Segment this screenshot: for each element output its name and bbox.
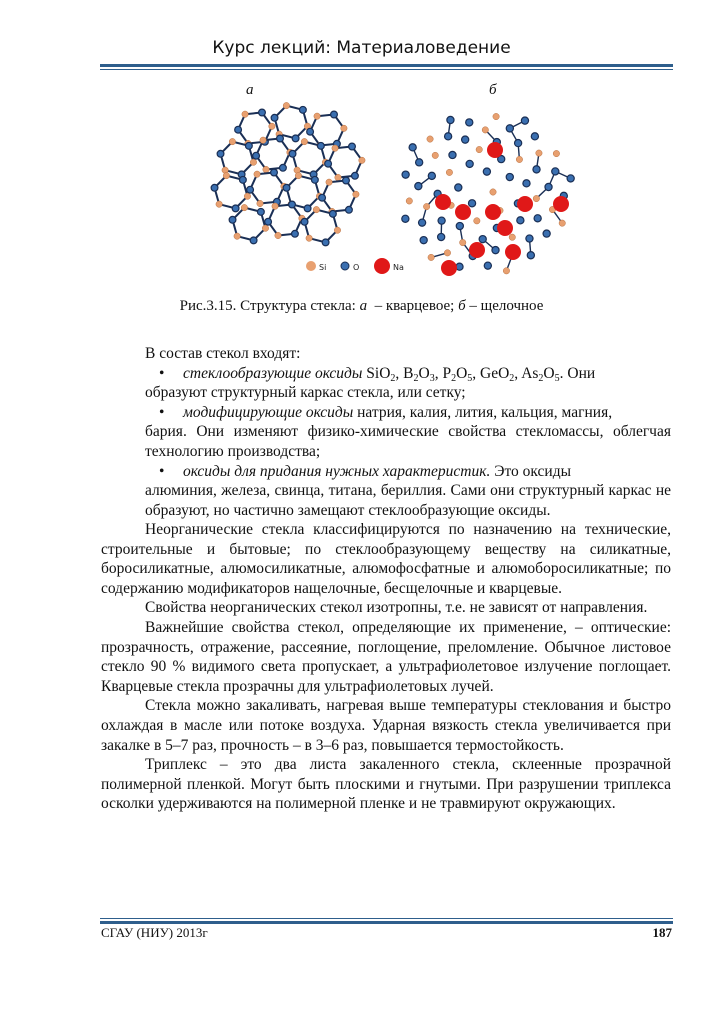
bullet1-continuation: образуют структурный каркас стекла, или сетку; [145, 384, 466, 402]
bullet2-rest: натрия, калия, лития, кальция, магния, [357, 403, 613, 421]
composition-section [101, 344, 671, 520]
si-atom [446, 169, 452, 175]
o-atom [257, 208, 264, 215]
o-atom [455, 184, 462, 191]
o-atom [349, 143, 356, 150]
si-atom [427, 136, 433, 142]
si-atom [432, 152, 438, 158]
o-atom [329, 210, 336, 217]
o-atom [301, 218, 308, 225]
o-atom [259, 109, 266, 116]
o-atom [506, 173, 513, 180]
o-atom [283, 184, 290, 191]
si-atom [533, 195, 539, 201]
o-atom [526, 235, 533, 242]
o-atom [271, 114, 278, 121]
o-atom [466, 119, 473, 126]
o-atom [534, 215, 541, 222]
bullet3-continuation: алюминия, железа, свинца, титана, бериллия. Сами они структурный каркас не образуют, но частично замещают стеклообразующие оксиды. [145, 482, 671, 519]
si-atom [476, 146, 482, 152]
o-atom [438, 217, 445, 224]
si-atom [229, 138, 235, 144]
legend-o-label: O [353, 263, 360, 272]
o-atom [307, 128, 314, 135]
o-atom [292, 135, 299, 142]
si-atom [283, 102, 289, 108]
legend [306, 258, 404, 274]
intro-line: В состав стекол входят: [145, 345, 301, 362]
o-atom [229, 216, 236, 223]
caption-a: а [359, 298, 368, 314]
o-atom [402, 215, 409, 222]
si-atom [359, 157, 365, 163]
si-atom [242, 111, 248, 117]
bullet-dot: • [159, 403, 165, 421]
o-atom [217, 150, 224, 157]
o-atom [521, 117, 528, 124]
paragraph-classification: Неорганические стекла классифицируются по назначению на технические, строительные и бытовые; по стеклообразующему веществу на силикатные, боросиликатные, алюмосиликатные, алюмофосфатные и алюмоборосиликатные; по содержанию модификаторов нащелочные, бесщелочные и кварцевые. [101, 521, 671, 597]
o-atom [515, 139, 522, 146]
si-atom [250, 159, 256, 165]
glass-structure-figure [195, 100, 595, 290]
si-atom [257, 200, 263, 206]
o-atom [331, 111, 338, 118]
si-atom [490, 189, 496, 195]
o-atom [506, 125, 513, 132]
si-atom [460, 239, 466, 245]
paragraph-tempering: Стекла можно закаливать, нагревая выше температуры стеклования и быстро охлаждая в масле или потоке воздуха. Ударная вязкость стекла увеличивается при закалке в 5–7 раз, прочность – в 3–6 раз, повышается термостойкость. [101, 697, 671, 754]
na-ion [485, 204, 501, 220]
o-atom [428, 172, 435, 179]
o-atom [292, 230, 299, 237]
caption-b: б [458, 298, 466, 314]
o-atom [523, 180, 530, 187]
si-atom [334, 227, 340, 233]
figure-label-b: б [489, 82, 497, 98]
o-atom [232, 205, 239, 212]
o-atom [319, 194, 326, 201]
si-atom [314, 113, 320, 119]
o-atom [346, 206, 353, 213]
bullet1-rest: Они [567, 364, 596, 382]
bullet2-term: модифицирующие оксиды [183, 403, 354, 421]
o-atom [277, 135, 284, 142]
si-atom [262, 225, 268, 231]
paragraph-isotropy: Свойства неорганических стекол изотропны, т.е. не зависят от направления. [145, 599, 648, 617]
na-ion [497, 220, 513, 236]
o-atom [289, 201, 296, 208]
legend-na-swatch [374, 258, 390, 274]
bullet-characteristics [101, 462, 671, 482]
o-atom [438, 233, 445, 240]
o-atom [250, 237, 257, 244]
legend-si-swatch [306, 261, 316, 271]
o-atom [567, 175, 574, 182]
si-atom [269, 123, 275, 129]
figure-caption [0, 298, 723, 315]
na-ion [517, 196, 533, 212]
bullet3-rest: Это оксиды [494, 462, 572, 480]
legend-na-label: Na [393, 263, 404, 272]
bullet2-continuation: бария. Они изменяют физико-химические свойства стекломассы, облегчая технологию производства; [145, 423, 671, 460]
o-atom [479, 236, 486, 243]
o-atom [416, 159, 423, 166]
alkali-glass-network [402, 113, 575, 276]
o-atom [311, 176, 318, 183]
o-atom [418, 219, 425, 226]
si-atom [234, 233, 240, 239]
caption-end: – щелочное [465, 298, 544, 314]
si-atom [332, 145, 338, 151]
o-atom [245, 142, 252, 149]
na-ion [455, 204, 471, 220]
si-atom [559, 220, 565, 226]
si-atom [516, 156, 522, 162]
bullet1-formula: SiO$_2$, $B_2O_3$, $P_2O_5$, GeO$_2$, $As_2O_5$. [366, 364, 564, 384]
si-atom [244, 193, 250, 199]
quartz-glass-network [211, 102, 365, 245]
si-atom [482, 127, 488, 133]
o-atom [517, 217, 524, 224]
na-ion [441, 260, 457, 276]
si-atom [306, 235, 312, 241]
si-atom [553, 150, 559, 156]
bullet-dot: • [159, 364, 165, 382]
o-atom [280, 164, 287, 171]
si-atom [406, 198, 412, 204]
o-atom [415, 183, 422, 190]
si-atom [353, 191, 359, 197]
o-atom [484, 262, 491, 269]
si-atom [241, 204, 247, 210]
page-header-title: Курс лекций: Материаловедение [212, 38, 511, 58]
o-atom [253, 152, 260, 159]
header-rule [100, 64, 673, 67]
o-atom [420, 237, 427, 244]
bullet-dot: • [159, 462, 165, 480]
si-atom [301, 138, 307, 144]
o-atom [447, 116, 454, 123]
o-atom [531, 133, 538, 140]
o-atom [466, 160, 473, 167]
si-atom [223, 172, 229, 178]
o-atom [533, 166, 540, 173]
na-ion [435, 194, 451, 210]
o-atom [527, 252, 534, 259]
o-atom [409, 144, 416, 151]
o-atom [352, 172, 359, 179]
si-atom [474, 218, 480, 224]
bullet-modifying [101, 403, 671, 423]
o-atom [483, 168, 490, 175]
o-atom [325, 160, 332, 167]
o-atom [235, 126, 242, 133]
header-rule-thin [100, 69, 673, 70]
caption-mid: – кварцевое; [367, 298, 459, 314]
o-atom [289, 150, 296, 157]
si-atom [216, 201, 222, 207]
si-atom [423, 203, 429, 209]
o-atom [462, 136, 469, 143]
body-paragraphs [101, 520, 671, 814]
o-atom [456, 222, 463, 229]
si-atom [536, 150, 542, 156]
si-atom [254, 171, 260, 177]
footer-rule-thin [100, 918, 673, 919]
page-number: 187 [652, 925, 672, 940]
si-atom [341, 125, 347, 131]
o-atom [304, 205, 311, 212]
paragraph-triplex: Триплекс – это два листа закаленного стекла, склеенные прозрачной полимерной пленкой. Могут быть плоскими и гнутыми. При разрушении триплекса осколки удерживаются на полимерной пленке и не травмируют окружающих. [101, 756, 671, 813]
si-atom [444, 250, 450, 256]
o-atom [445, 133, 452, 140]
o-atom [492, 247, 499, 254]
si-atom [275, 232, 281, 238]
caption-prefix: Рис.3.15. Структура стекла: [179, 298, 360, 314]
o-atom [211, 184, 218, 191]
si-atom [428, 254, 434, 260]
si-atom [272, 203, 278, 209]
na-ion [505, 244, 521, 260]
na-ion [553, 196, 569, 212]
si-atom [335, 174, 341, 180]
si-atom [263, 166, 269, 172]
o-atom [552, 168, 559, 175]
legend-si-label: Si [319, 263, 327, 272]
o-atom [322, 239, 329, 246]
footer-rule [100, 921, 673, 924]
paragraph-optical: Важнейшие свойства стекол, определяющие их применение, – оптические: прозрачность, отражение, рассеяние, поглощение, преломление. Обычное листовое стекло 90 % видимого света пропускает, а ультрафиолетовое излучение поглощает. Кварцевые стекла прозрачны для ультрафиолетовых лучей. [101, 618, 671, 695]
o-atom [468, 200, 475, 207]
si-atom [493, 113, 499, 119]
si-atom [295, 172, 301, 178]
figure-label-a: а [246, 82, 254, 98]
si-atom [503, 268, 509, 274]
o-atom [343, 177, 350, 184]
footer-publisher: СГАУ (НИУ) 2013г [101, 925, 208, 940]
si-atom [326, 179, 332, 185]
legend-o-swatch [341, 262, 349, 270]
o-atom [545, 183, 552, 190]
bullet-glass-forming [101, 364, 671, 384]
bullet3-term: оксиды для придания нужных характеристик. [183, 462, 491, 480]
bullet1-term: стеклообразующие оксиды [183, 364, 363, 382]
o-atom [239, 176, 246, 183]
o-atom [299, 106, 306, 113]
si-atom [313, 206, 319, 212]
si-atom [509, 234, 515, 240]
o-atom [265, 218, 272, 225]
o-atom [271, 169, 278, 176]
o-atom [402, 171, 409, 178]
o-atom [449, 151, 456, 158]
o-atom [247, 186, 254, 193]
o-atom [317, 142, 324, 149]
si-atom [260, 137, 266, 143]
o-atom [456, 263, 463, 270]
na-ion [487, 142, 503, 158]
na-ion [469, 242, 485, 258]
o-atom [543, 230, 550, 237]
